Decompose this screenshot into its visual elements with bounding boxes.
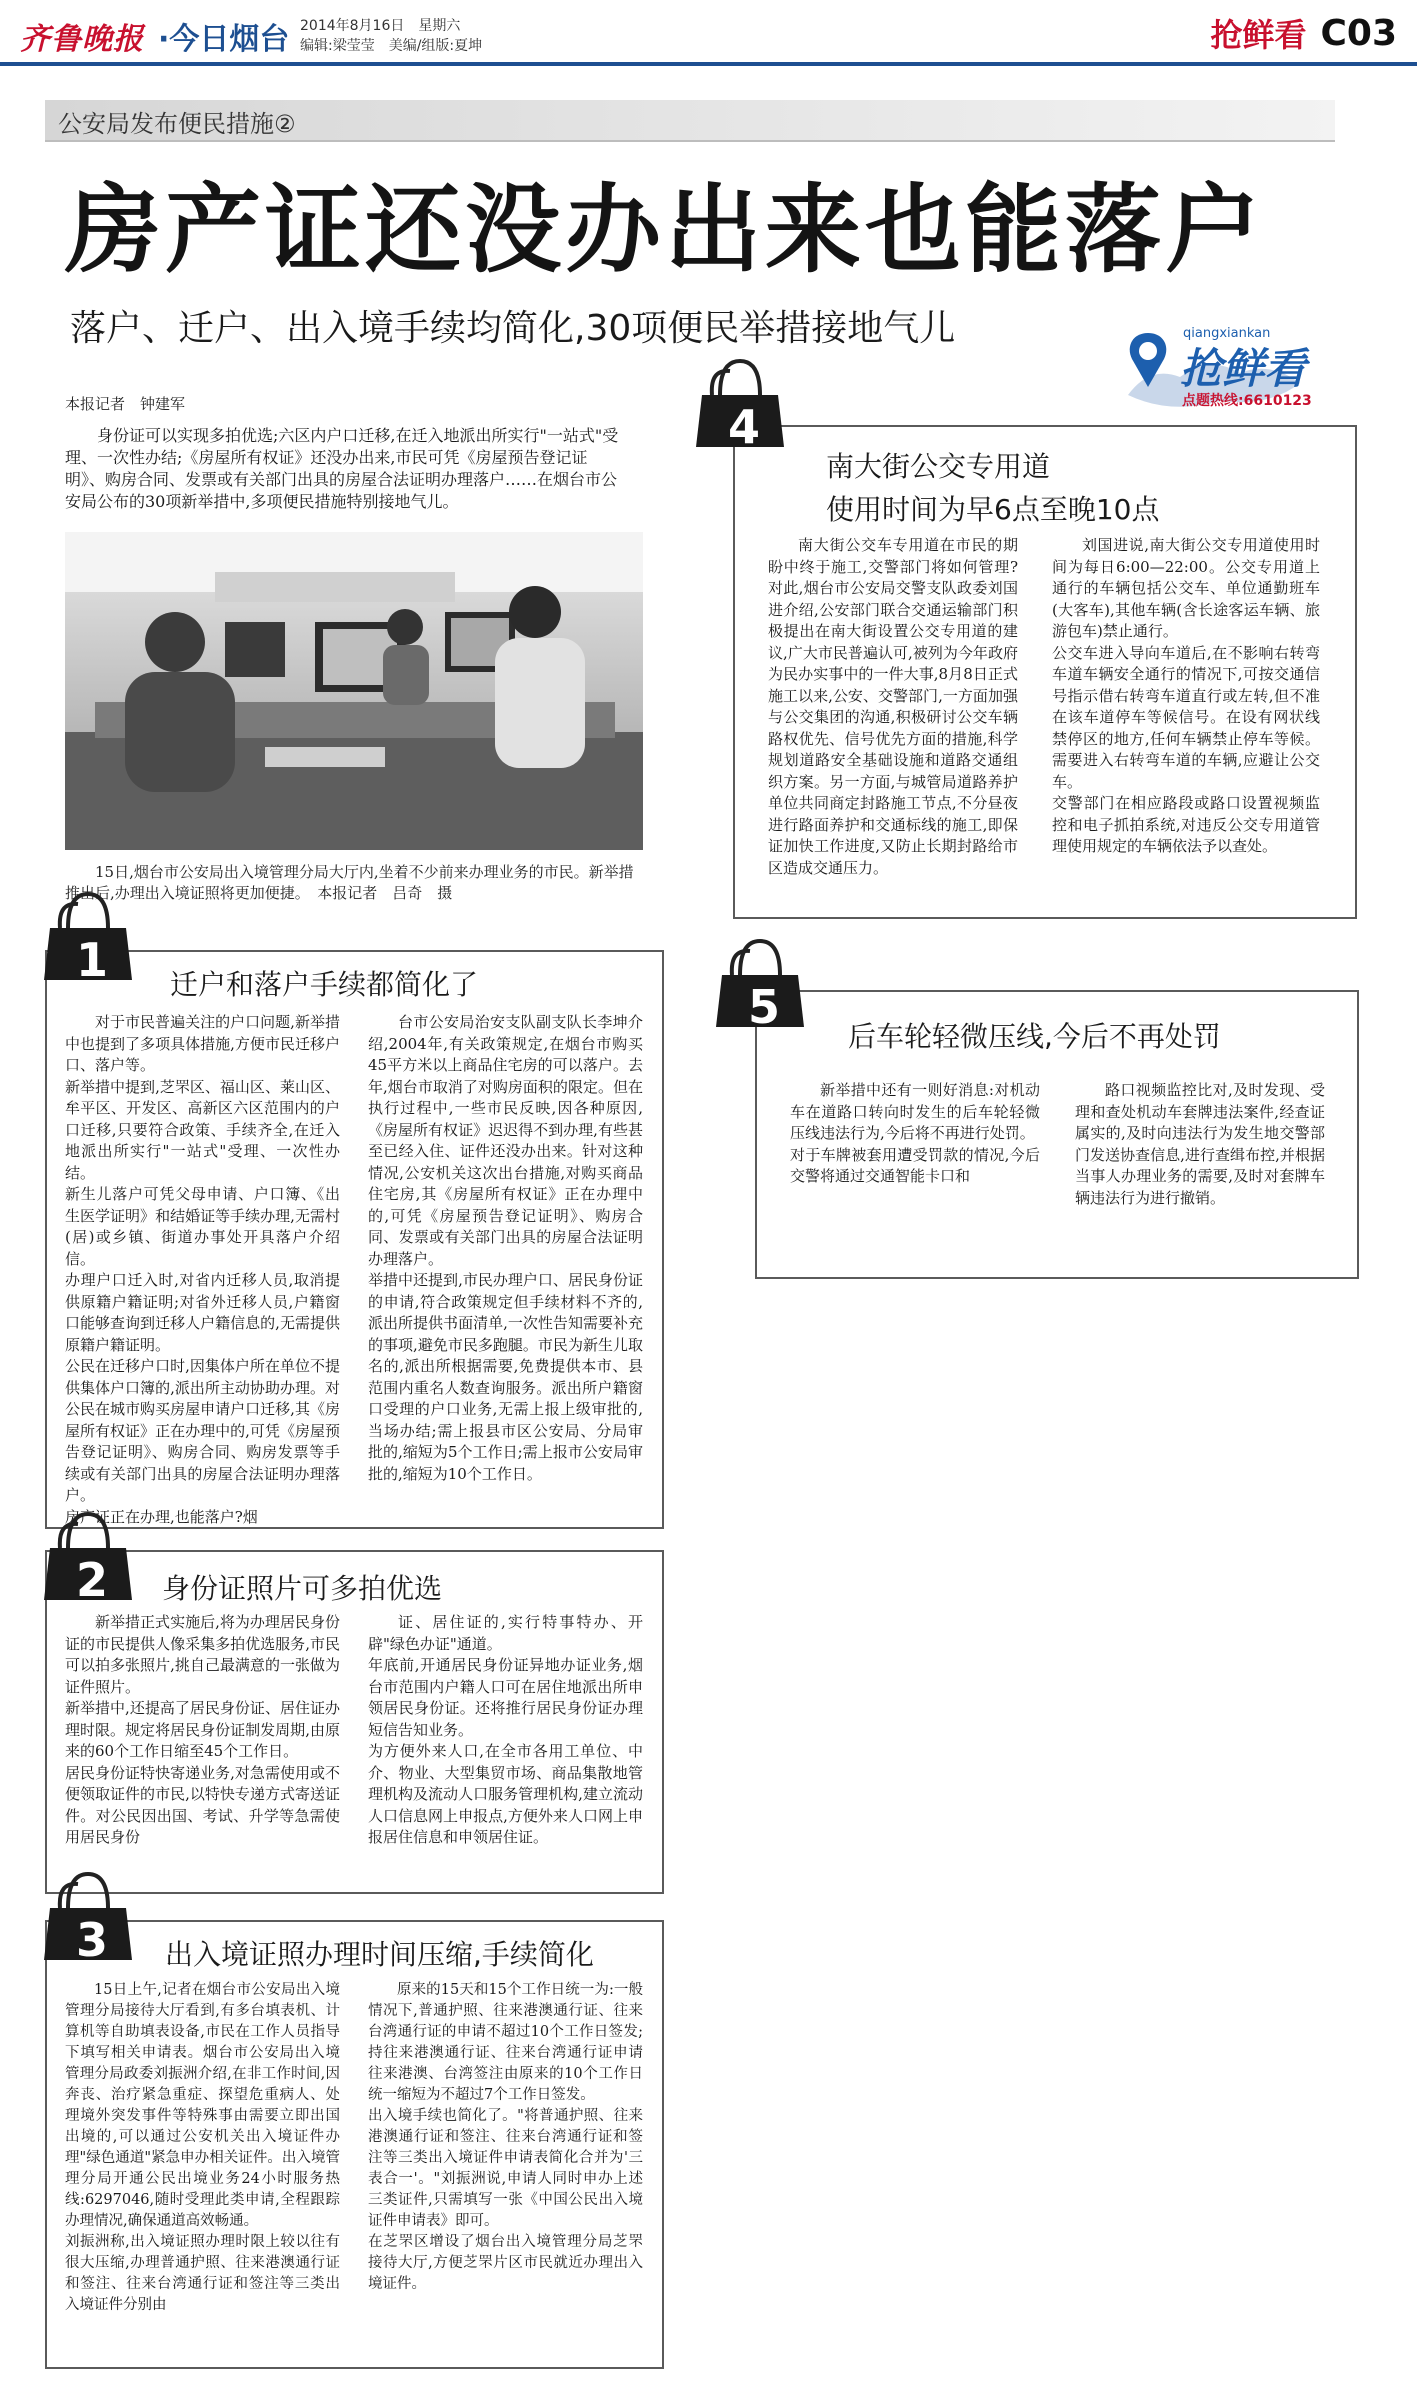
- section-5-number: 5: [748, 980, 781, 1034]
- header-meta: [300, 16, 482, 56]
- section-3-column-right: 原来的15天和15个工作日统一为:一般情况下,普通护照、往来港澳通行证、往来台湾通行证的申请不超过10个工作日签发;持往来港澳通行证、往来台湾通行证申请往来港澳、台湾签注由原来的10个工作日统一缩短为不超过7个工作日签发。 出入境手续也简化了。"将普通护照、往来港澳通行证和签注、往来台湾通行证和签注等三类出入境证件申请表简化合并为'三表合一'。"刘振洲说,申请人同时申办上述三类证件,只需填写一张《中国公民出入境证件申请表》即可。 在芝罘区增设了烟台出入境管理分局芝罘接待大厅,方便芝罘片区市民就近办理出入境证件。: [368, 1982, 643, 2292]
- section-2-number: 2: [76, 1553, 109, 1607]
- section-5-title: 后车轮轻微压线,今后不再处罚: [848, 1020, 1221, 1053]
- photo-caption: 15日,烟台市公安局出入境管理分局大厅内,坐着不少前来办理业务的市民。新举措推出后,办理出入境证照将更加便捷。 本报记者 吕奇 摄: [65, 863, 634, 902]
- editor-line: 编辑:梁莹莹 美编/组版:夏坤: [300, 38, 483, 54]
- subheadline: 落户、迁户、出入境手续均简化,30项便民举措接地气儿: [70, 308, 956, 349]
- badge-label: 抢鲜看: [1210, 16, 1307, 54]
- promo-brand: 抢鲜看: [1180, 344, 1307, 393]
- section-4-title-line1: 南大街公交专用道: [826, 450, 1051, 483]
- header-right: [1210, 10, 1397, 56]
- lead-paragraph: 身份证可以实现多拍优选;六区内户口迁移,在迁入地派出所实行"一站式"受理、一次性办结;《房屋所有权证》还没办出来,市民可凭《房屋预告登记证明》、购房合同、发票或有关部门出具的房屋合法证明办理落户……在烟台市公安局公布的30项新举措中,多项便民措施特别接地气儿。: [65, 426, 619, 511]
- news-photo: [65, 532, 643, 850]
- section-4-column-left: 南大街公交车专用道在市民的期盼中终于施工,交警部门将如何管理?对此,烟台市公安局交警支队政委刘国进介绍,公安部门联合交通运输部门积极提出在南大街设置公交专用道的建议,广大市民普遍认可,被列为今年政府为民办实事中的一件大事,8月8日正式施工以来,公安、交警部门,一方面加强与公交集团的沟通,积极研讨公交车辆路权优先、信号优先方面的措施,科学规划道路安全基础设施和道路交通组织方案。另一方面,与城管局道路养护单位共同商定封路施工节点,不分昼夜进行路面养护和交通标线的施工,即保证加快工作进度,又防止长期封路给市区造成交通压力。: [768, 536, 1018, 877]
- series-title: 公安局发布便民措施②: [58, 110, 296, 138]
- section-1-title: 迁户和落户手续都简化了: [170, 968, 479, 1001]
- section-4-number: 4: [728, 400, 761, 454]
- section-4-title-line2: 使用时间为早6点至晚10点: [826, 493, 1160, 526]
- section-5-column-left: 新举措中还有一则好消息:对机动车在道路口转向时发生的后车轮轻微压线违法行为,今后将不再进行处罚。 对于车牌被套用遭受罚款的情况,今后交警将通过交通智能卡口和: [790, 1081, 1040, 1185]
- section-1-column-right: 台市公安局治安支队副支队长李坤介绍,2004年,有关政策规定,在烟台市购买45平方米以上商品住宅房的可以落户。去年,烟台市取消了对购房面积的限定。但在执行过程中,一些市民反映,因各种原因,《房屋所有权证》迟迟得不到办理,有些甚至已经入住、证件还没办出来。针对这种情况,公安机关这次出台措施,对购买商品住宅房,其《房屋所有权证》正在办理中的,可凭《房屋预告登记证明》、购房合同、发票或有关部门出具的房屋合法证明办理落户。 举措中还提到,市民办理户口、居民身份证的申请,符合政策规定但手续材料不齐的,派出所提供书面清单,一次性告知需要补充的事项,避免市民多跑腿。市民为新生儿取名的,派出所根据需要,免费提供本市、县范围内重名人数查询服务。派出所户籍窗口受理的户口业务,无需上报上级审批的,当场办结;需上报县市区公安局、分局审批的,缩短为5个工作日;需上报市公安局审批的,缩短为10个工作日。: [368, 1013, 643, 1483]
- section-1-number: 1: [76, 933, 109, 987]
- byline: 本报记者 钟建军: [65, 395, 186, 413]
- section-1-column-left: 对于市民普遍关注的户口问题,新举措中也提到了多项具体措施,方便市民迁移户口、落户等。 新举措中提到,芝罘区、福山区、莱山区、牟平区、开发区、高新区六区范围内的户口迁移,只要符合政策、手续齐全,在迁入地派出所实行"一站式"受理、一次性办结。 新生儿落户可凭父母申请、户口簿、《出生医学证明》和结婚证等手续办理,无需村(居)或乡镇、街道办事处开具落户介绍信。 办理户口迁入时,对省内迁移人员,取消提供原籍户籍证明;对省外迁移人员,户籍窗口能够查询到迁移人户籍信息的,无需提供原籍户籍证明。 公民在迁移户口时,因集体户所在单位不提供集体户口簿的,派出所主动协助办理。对公民在城市购买房屋申请户口迁移,其《房屋所有权证》正在办理中的,可凭《房屋预告登记证明》、购房合同、购房发票等手续或有关部门出具的房屋合法证明办理落户。 房产证正在办理,也能落户?烟: [65, 1013, 340, 1526]
- section-2-column-left: 新举措正式实施后,将为办理居民身份证的市民提供人像采集多拍优选服务,市民可以拍多张照片,挑自己最满意的一张做为证件照片。 新举措中,还提高了居民身份证、居住证办理时限。规定将居民身份证制发周期,由原来的60个工作日缩至45个工作日。 居民身份证特快寄递业务,对急需使用或不便领取证件的市民,以特快专递方式寄送证件。对公民因出国、考试、升学等急需使用居民身份: [65, 1613, 340, 1846]
- section-4-column-right: 刘国进说,南大街公交专用道使用时间为每日6:00—22:00。公交专用道上通行的车辆包括公交车、单位通勤班车(大客车),其他车辆(含长途客运车辆、旅游包车)禁止通行。 公交车进入导向车道后,在不影响右转弯车道车辆安全通行的情况下,可按交通信号指示借右转弯车道直行或左转,但不准在该车道停车等候信号。在设有网状线禁停区的地方,任何车辆禁止停车等候。需要进入右转弯车道的车辆,应避让公交车。 交警部门在相应路段或路口设置视频监控和电子抓拍系统,对违反公交专用道管理使用规定的车辆依法予以查处。: [1052, 536, 1320, 855]
- section-3-column-left: 15日上午,记者在烟台市公安局出入境管理分局接待大厅看到,有多台填表机、计算机等自助填表设备,市民在工作人员指导下填写相关申请表。烟台市公安局出入境管理分局政委刘振洲介绍,在非工作时间,因奔丧、治疗紧急重症、探望危重病人、处理境外突发事件等特殊事由需要立即出国出境的,可以通过公安机关出入境证件办理"绿色通道"紧急申办相关证件。出入境管理分局开通公民出境业务24小时服务热线:6297046,随时受理此类申请,全程跟踪办理情况,确保通道高效畅通。 刘振洲称,出入境证照办理时限上较以往有很大压缩,办理普通护照、往来港澳通行证和签注、往来台湾通行证和签注等三类出入境证件分别由: [65, 1982, 340, 2313]
- header-rule: [0, 62, 1417, 66]
- section-name: ·今日烟台: [158, 22, 290, 57]
- masthead-logo: 齐鲁晚报: [20, 22, 144, 57]
- promo-pinyin: qiangxiankan: [1183, 326, 1271, 341]
- section-3-number: 3: [76, 1913, 109, 1967]
- office-scene-illustration: [65, 532, 643, 850]
- headline: 房产证还没办出来也能落户: [65, 174, 1265, 286]
- section-2-title: 身份证照片可多拍优选: [162, 1572, 443, 1605]
- section-3-title: 出入境证照办理时间压缩,手续简化: [165, 1938, 594, 1971]
- date-line: 2014年8月16日 星期六: [300, 18, 461, 34]
- section-5-column-right: 路口视频监控比对,及时发现、受理和查处机动车套牌违法案件,经查证属实的,及时向违法行为发生地交警部门发送协查信息,进行查缉布控,并根据当事人办理业务的需要,及时对套牌车辆违法行为进行撤销。: [1075, 1081, 1325, 1207]
- page-number: C03: [1320, 12, 1397, 54]
- section-2-column-right: 证、居住证的,实行特事特办、开辟"绿色办证"通道。 年底前,开通居民身份证异地办证业务,烟台市范围内户籍人口可在居住地派出所申领居民身份证。还将推行居民身份证办理短信告知业务。 为方便外来人口,在全市各用工单位、中介、物业、大型集贸市场、商品集散地管理机构及流动人口服务管理机构,建立流动人口信息网上申报点,方便外来人口网上申报居住信息和申领居住证。: [368, 1613, 643, 1846]
- promo-hotline: 点题热线:6610123: [1182, 393, 1312, 409]
